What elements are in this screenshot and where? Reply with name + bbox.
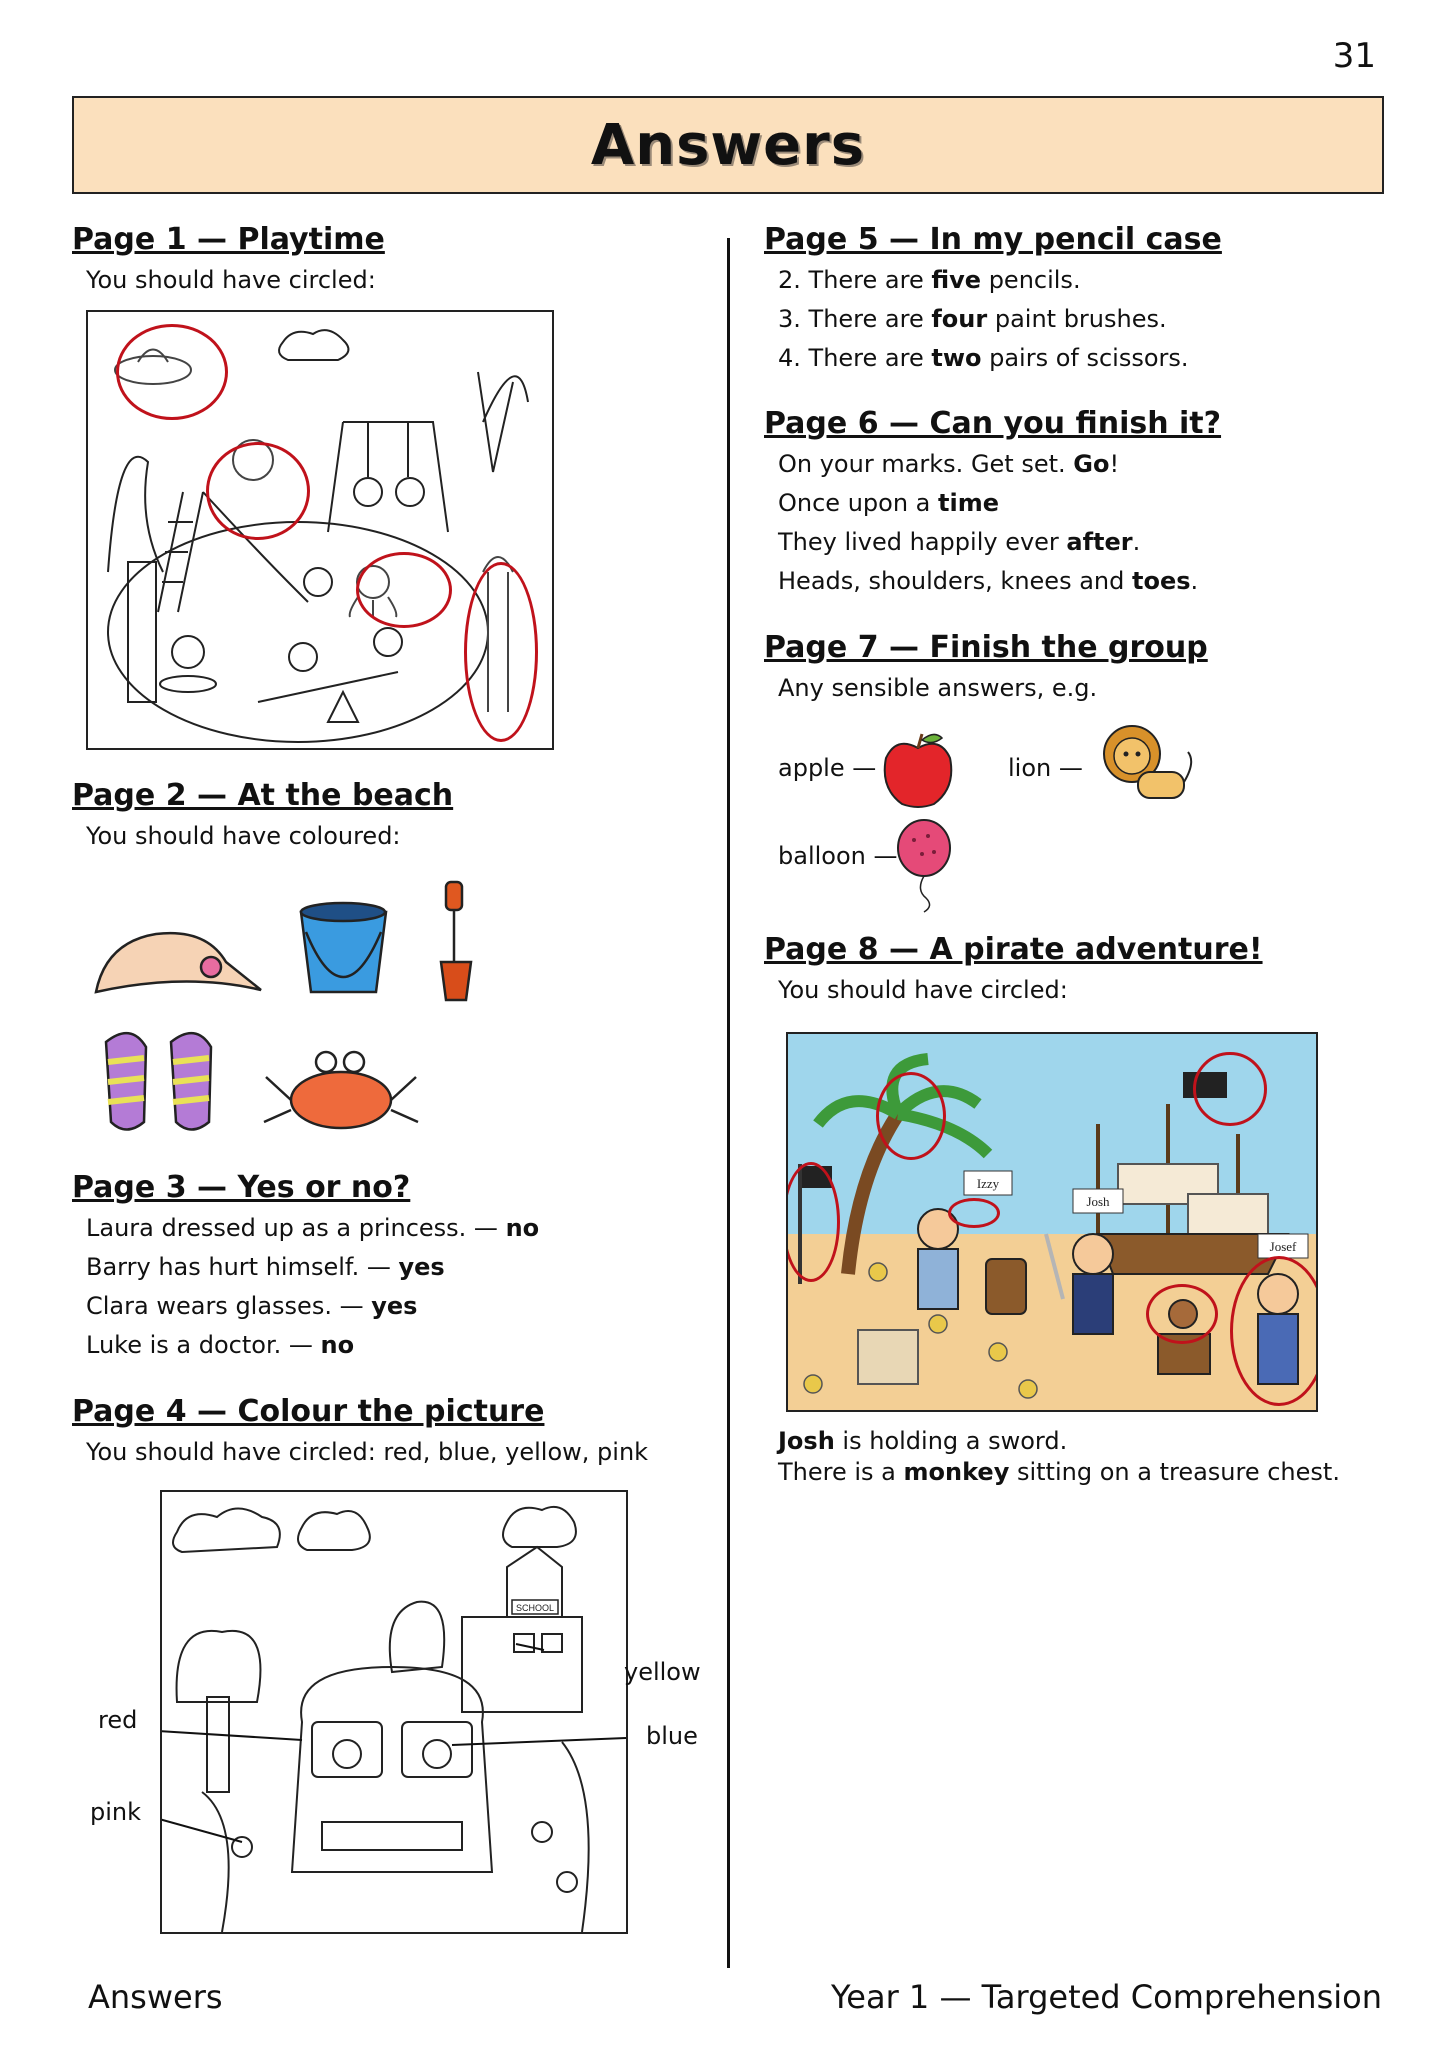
label-yellow: yellow [624,1658,701,1686]
section-page-8 [764,932,1263,1006]
answer-line: On your marks. Get set. Go! [778,450,1120,478]
tree-right [478,372,528,472]
section-heading: Page 3 — Yes or no? [72,1170,411,1205]
pointer-blue [452,1738,626,1745]
pointer-red [162,1730,302,1740]
answer-line: 3. There are four paint brushes. [778,305,1167,333]
answer-line: Clara wears glasses. — yes [86,1292,418,1320]
name-tag-josh: Josh [1086,1194,1110,1209]
answer-lion-label: lion — [1008,754,1083,782]
answer-line: Josh is holding a sword. [778,1427,1068,1455]
cloud [503,1507,576,1547]
section-page-4 [72,1394,648,1468]
bucket-icon [301,912,386,992]
answer-circle-octopus [356,552,452,628]
answer-line: There is a monkey sitting on a treasure chest. [778,1458,1340,1486]
playtime-picture [86,310,554,750]
answer-line: They lived happily ever after. [778,528,1141,556]
slide-ladder [158,492,203,612]
beach-items-drawing [86,872,546,1172]
answer-circle-josef [1230,1256,1318,1406]
spade-icon [446,882,462,910]
bus-grill [322,1822,462,1850]
section-page-5 [764,222,1222,374]
tree-middle [390,1602,444,1672]
child-on-swing [354,478,382,506]
column-divider [727,238,730,1968]
banner-title: Answers [590,112,866,178]
tree-left [108,457,163,572]
see-saw [258,672,398,722]
answer-line: Luke is a doctor. — no [86,1331,355,1359]
tree-trunk [128,562,156,702]
answer-circle-giraffe [464,562,538,742]
apple-icon [876,728,960,812]
answer-line: Laura dressed up as a princess. — no [86,1214,540,1242]
football [304,568,332,596]
child-on-swing [396,478,424,506]
instruction-text: You should have circled: red, blue, yellow, pink [86,1438,649,1466]
section-heading: Page 1 — Playtime [72,222,385,257]
hula-hoop [160,676,216,692]
label-blue: blue [646,1722,698,1750]
swing-frame [328,422,448,532]
instruction-text: You should have circled: [778,976,1068,1004]
tree-left [177,1631,261,1702]
section-page-7 [764,630,1208,704]
section-heading: Page 8 — A pirate adventure! [764,932,1263,967]
balloon-icon [894,818,954,914]
label-red: red [98,1706,138,1734]
cloud [279,330,348,360]
pointer-yellow [516,1644,544,1650]
answer-circle-lion [206,442,310,540]
section-heading: Page 7 — Finish the group [764,630,1208,665]
school-bus-drawing [162,1492,626,1932]
cloud [298,1511,370,1550]
answer-line: Once upon a time [778,489,999,517]
answer-circle-ufo [116,324,228,420]
pirate-picture [786,1032,1318,1412]
lion-icon [1098,722,1198,812]
answer-apple-label: apple — [778,754,877,782]
answer-circle-parrot [876,1072,946,1160]
hat-flower-icon [201,957,221,977]
josh-figure [1073,1234,1113,1274]
instruction-text: You should have circled: [86,266,376,294]
flower [532,1822,552,1842]
child-on-seesaw [374,628,402,656]
crab-icon [291,1072,391,1128]
answer-circle-ship-flag [1193,1052,1267,1126]
answers-banner [72,96,1384,194]
answer-circle-monkey [1146,1284,1218,1344]
flower [557,1872,577,1892]
section-page-3 [72,1170,539,1361]
child-hula-hoop [172,636,204,668]
school-sign: SCHOOL [515,1603,555,1613]
name-tag-izzy: Izzy [976,1176,1000,1191]
page-number: 31 [1332,36,1376,76]
footer-book-title: Year 1 — Targeted Comprehension [830,1978,1382,2016]
label-pink: pink [90,1798,142,1826]
colour-picture [160,1490,628,1934]
section-heading: Page 2 — At the beach [72,778,454,813]
name-tag-josef: Josef [1269,1239,1297,1254]
section-heading: Page 5 — In my pencil case [764,222,1222,257]
pirate-answers [764,1418,1340,1488]
cloud [173,1509,280,1553]
treasure-map [858,1330,918,1384]
section-page-6 [764,406,1221,597]
answer-line: Barry has hurt himself. — yes [86,1253,445,1281]
section-heading: Page 6 — Can you finish it? [764,406,1222,441]
section-heading: Page 4 — Colour the picture [72,1394,545,1429]
footer-section-label: Answers [88,1978,223,2016]
answer-balloon-label: balloon — [778,842,898,870]
answer-line: 2. There are five pencils. [778,266,1081,294]
instruction-text: Any sensible answers, e.g. [778,674,1098,702]
answer-circle-telescope [948,1198,1000,1228]
pointer-pink [162,1817,242,1842]
section-page-2 [72,778,453,852]
child-on-seesaw [289,643,317,671]
instruction-text: You should have coloured: [86,822,401,850]
barrel [986,1259,1026,1314]
sun-hat-icon [96,933,261,992]
hill-outline [108,522,488,742]
answer-line: 4. There are two pairs of scissors. [778,344,1189,372]
answer-line: Heads, shoulders, knees and toes. [778,567,1199,595]
section-page-1 [72,222,385,296]
